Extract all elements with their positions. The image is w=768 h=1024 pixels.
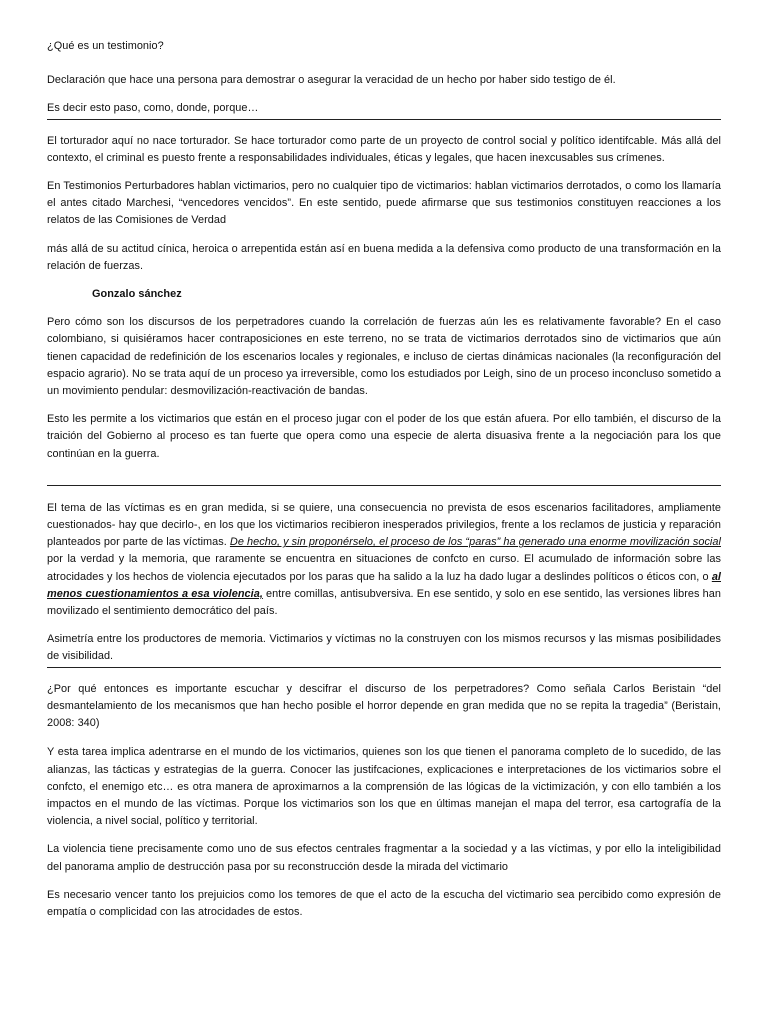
document-body <box>47 38 721 921</box>
paragraph-tarea: Y esta tarea implica adentrarse en el mundo de los victimarios, quienes son los que tienen el panorama completo de lo sucedido, de las alianzas, las tácticas y estrategias de la guerra. Conocer las justifcaciones, explicaciones e interpretaciones de los victimarios sobre el confcto, el enemigo etc… es otra manera de aproximarnos a la comprensión de las lógicas de la victimización, y con ello también a los impactos en el mundo de las víctimas. Porque los victimarios son los que en últimas manejan el mapa del terror, esa cartografía de la violencia, a nivel social, político y territorial. <box>47 746 721 828</box>
section-divider <box>47 667 721 668</box>
paragraph-testimonios: En Testimonios Perturbadores hablan victimarios, pero no cualquier tipo de victimarios: hablan victimarios derrotados, o como los llamaría el antes citado Marchesi, “vencedores vencidos”. En este sentido, puede afirmarse que sus testimonios constituyen reacciones a los relatos de las Comisiones de Verdad <box>47 180 721 227</box>
emphasized-phrase: De hecho, y sin proponérselo, el proceso de los “paras” ha generado una enorme movilización social <box>229 536 721 549</box>
paragraph-torturador: El torturador aquí no nace torturador. Se hace torturador como parte de un proyecto de control social y político identifcable. Más allá del contexto, el criminal es puesto frente a responsabilidades individuales, éticas y legales, que hacen inexcusables sus crímenes. <box>47 134 721 164</box>
author-name: Gonzalo sánchez <box>92 288 182 301</box>
explanation-line: Es decir esto paso, como, donde, porque… <box>47 102 259 115</box>
question-title: ¿Qué es un testimonio? <box>47 40 164 52</box>
emphasized-phrase: al menos cuestionamientos a esa violencia, <box>47 570 721 600</box>
paragraph-tema-text: El tema de las víctimas es en gran medida, si se quiere, una consecuencia no prevista de esos escenarios facilitadores, ampliamente cuestionados- hay que decirlo-, en los que los victimarios recibieron inesperados privilegios, frente a los reclamos de justicia y reparación planteados por parte de las víctimas. <box>47 501 721 549</box>
paragraph-tema-text: por la verdad y la memoria, que raramente se encuentra en situaciones de confcto en curso. El acumulado de información sobre las atrocidades y los hechos de violencia ejecutados por los paras que ha salido a la luz ha dado lugar a deslindes políticos o éticos con, o <box>47 553 721 583</box>
section-divider <box>47 119 721 120</box>
paragraph-discursos: Pero cómo son los discursos de los perpetradores cuando la correlación de fuerzas aún les es relativamente favorable? En el caso colombiano, si quisiéramos hacer contraposiciones en este terreno, no se trata de victimarios derrotados sino de victimarios que aún tienen capacidad de redefinición de los escenarios locales y regionales, e incluso de ciertas dinámicas nacionales (la reconfiguración del espacio agrario). No se trata aquí de un proceso ya irreversible, como los estudiados por Leigh, sino de un proceso inconcluso sometido a un movimiento pendular: desmovilización-reactivación de bandas. <box>47 316 721 398</box>
section-divider <box>47 485 721 486</box>
paragraph-violencia: La violencia tiene precisamente como uno de sus efectos centrales fragmentar a la sociedad y a las víctimas, y por ello la inteligibilidad del panorama amplio de destrucción pasa por su reconstrucción desde la mirada del victimario <box>47 843 721 873</box>
paragraph-vencer: Es necesario vencer tanto los prejuicios como los temores de que el acto de la escucha del victimario sea percibido como expresión de empatía o complicidad con las atrocidades de estos. <box>47 888 721 918</box>
paragraph-asimetria: Asimetría entre los productores de memoria. Victimarios y víctimas no la construyen con los mismos recursos y las mismas posibilidades de visibilidad. <box>47 633 721 663</box>
paragraph-porque: ¿Por qué entonces es importante escuchar y descifrar el discurso de los perpetradores? Como señala Carlos Beristain “del desmantelamiento de los mecanismos que han hecho posible el horror depende en gran medida que no se repita la tragedia” (Beristain, 2008: 340) <box>47 682 721 730</box>
paragraph-permite: Esto les permite a los victimarios que están en el proceso jugar con el poder de los que están afuera. Por ello también, el discurso de la traición del Gobierno al proceso es tan fuerte que opera como una especie de alerta disuasiva frente a la negociación para los que continúan en la guerra. <box>47 413 721 460</box>
paragraph-tema-text: entre comillas, antisubversiva. En ese sentido, y solo en ese sentido, las versiones libres han movilizado el sentimiento democrático del país. <box>47 587 722 618</box>
paragraph-actitud: más allá de su actitud cínica, heroica o arrepentida están así en buena medida a la defensiva como producto de una transformación en la relación de fuerzas. <box>47 242 721 272</box>
paragraph-tema <box>47 500 721 620</box>
definition-paragraph: Declaración que hace una persona para demostrar o asegurar la veracidad de un hecho por haber sido testigo de él. <box>47 74 616 87</box>
